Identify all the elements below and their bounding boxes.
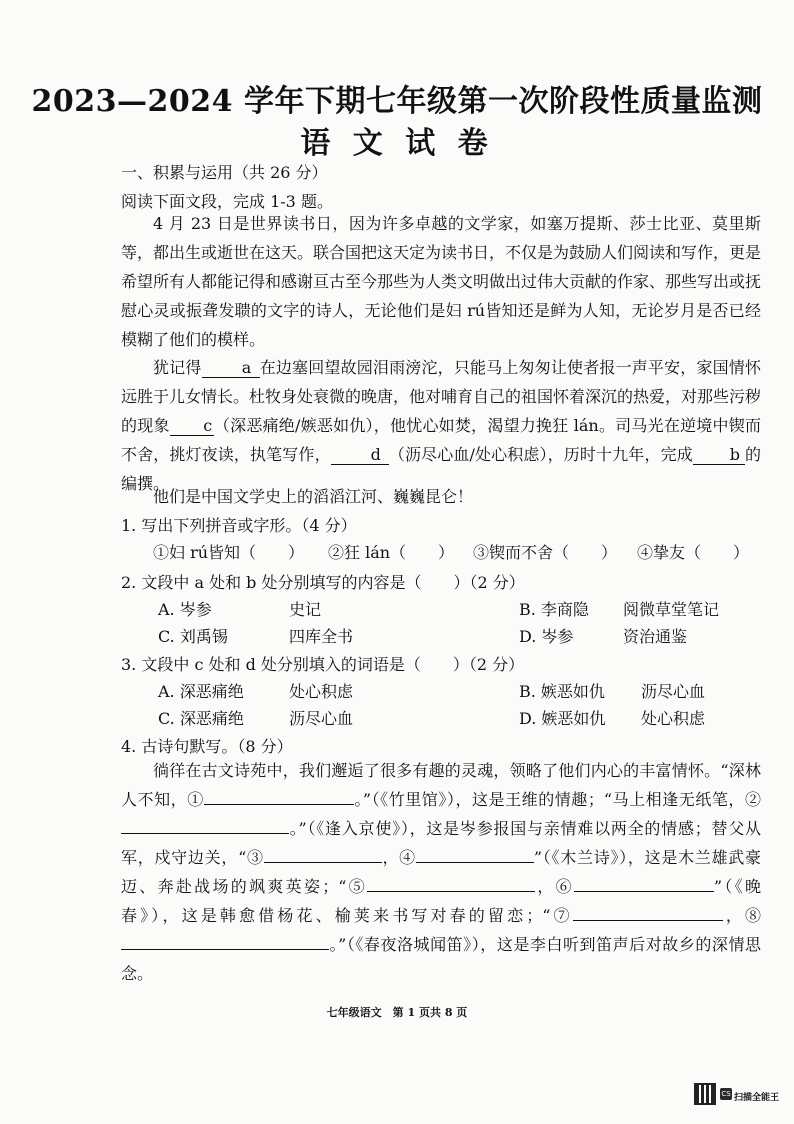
- question-1-stem: 1. 写出下列拼音或字形。（4 分）: [121, 516, 357, 535]
- q4-text: 徜徉在古文诗苑中，我们邂逅了很多有趣的灵魂，领略了他们内心的丰富情怀。“深林人不知，①: [121, 761, 761, 809]
- question-4-body: [121, 756, 761, 988]
- question-2-stem: 2. 文段中 a 处和 b 处分别填写的内容是（ ）（2 分）: [121, 573, 525, 592]
- q1-item: ④挚友（ ）: [637, 543, 750, 562]
- exam-subtitle: 语 文 试 卷: [300, 126, 494, 161]
- answer-blank-5[interactable]: [367, 891, 535, 892]
- passage-paragraph-1: 4 月 23 日是世界读书日，因为许多卓越的文学家，如塞万提斯、莎士比亚、莫里斯等，都出生或逝世在这天。联合国把这天定为读书日，不仅是为鼓励人们阅读和写作，更是希望所有人都能记得和感谢亘古至今那些为人类文明做出过伟大贡献的作家、那些写出或抚慰心灵或振聋发聩的文字的诗人，无论他们是妇 rú皆知还是鲜为人知，无论岁月是否已经模糊了他们的模样。: [121, 214, 762, 349]
- q4-text: ，④: [381, 848, 416, 867]
- q4-text: ”（《木兰诗》），这是木兰雄武豪迈、奔赴战场的飒爽英姿；“⑤: [121, 848, 761, 896]
- qr-code-icon: [694, 1083, 716, 1105]
- q3-option-value: 沥尽心血: [641, 682, 706, 701]
- answer-blank-7[interactable]: [573, 920, 723, 921]
- q4-text: 。”（《竹里馆》），这是王维的情趣；“马上相逢无纸笔，②: [353, 790, 761, 809]
- answer-blank-6[interactable]: [574, 891, 714, 892]
- blank-d: d: [331, 446, 389, 465]
- passage-paragraph-2: [121, 353, 761, 498]
- scanner-brand: 扫描全能王: [734, 1092, 780, 1103]
- passage-text: （沥尽心血/处心积虑），历时十九年，完成: [388, 445, 693, 464]
- q4-text: ，⑧: [722, 906, 761, 925]
- q4-text: 。”（《逢入京使》），这是岑参报国与亲情难以两全的情感；替父从军，戍守边关，“③: [121, 819, 761, 867]
- q1-item: ②狂 lán（ ）: [328, 543, 455, 562]
- passage-paragraph-3: 他们是中国文学史上的滔滔江河、巍巍昆仑！: [153, 487, 474, 506]
- passage-text: 在边塞回望故园泪雨滂沱，只能马上匆匆让使者报一声平安，家国情怀远胜于儿女情长。杜牧身处衰微的晚唐，他对哺育自己的祖国怀着深沉的热爱，对那些污秽的现象: [121, 358, 762, 435]
- answer-blank-2[interactable]: [121, 833, 289, 834]
- q2-option-value: 史记: [289, 600, 322, 619]
- q3-option-label: D. 嫉恶如仇: [519, 709, 606, 728]
- question-3-stem: 3. 文段中 c 处和 d 处分别填入的词语是（ ）（2 分）: [121, 655, 525, 674]
- q3-option-value: 沥尽心血: [289, 709, 354, 728]
- q4-text: ，⑥: [535, 877, 574, 896]
- q4-text: 。”（《春夜洛城闻笛》），这是李白听到笛声后对故乡的深情思念。: [121, 935, 761, 983]
- section-heading: 一、积累与运用（共 26 分）: [121, 163, 328, 182]
- page-footer: 七年级语文 第 1 页共 8 页: [326, 1006, 468, 1019]
- q2-option-label: B. 李商隐: [519, 600, 589, 619]
- scanner-watermark: [694, 1081, 784, 1107]
- q3-option-value: 处心积虑: [289, 682, 354, 701]
- q2-option-label: C. 刘禹锡: [158, 627, 228, 646]
- q3-option-label: A. 深恶痛绝: [158, 682, 244, 701]
- q3-option-label: C. 深恶痛绝: [158, 709, 244, 728]
- q3-option-value: 处心积虑: [641, 709, 706, 728]
- answer-blank-1[interactable]: [204, 804, 354, 805]
- camscanner-icon: CS: [721, 1090, 731, 1098]
- exam-title: 2023—2024 学年下期七年级第一次阶段性质量监测: [31, 84, 763, 119]
- answer-blank-4[interactable]: [416, 862, 534, 863]
- question-4-stem: 4. 古诗句默写。（8 分）: [121, 737, 293, 756]
- q2-option-label: D. 岑参: [519, 627, 574, 646]
- blank-a: a: [202, 359, 260, 378]
- section-instruction: 阅读下面文段，完成 1-3 题。: [121, 192, 333, 211]
- blank-b: b: [693, 446, 745, 465]
- q4-text: ”（《晚春》），这是韩愈借杨花、榆荚来书写对春的留恋；“⑦: [121, 877, 761, 925]
- passage-text: 的编撰。: [121, 445, 761, 493]
- answer-blank-3[interactable]: [264, 862, 382, 863]
- answer-blank-8[interactable]: [121, 949, 329, 950]
- passage-text: 犹记得: [153, 358, 202, 377]
- q3-option-label: B. 嫉恶如仇: [519, 682, 605, 701]
- q1-item: ③锲而不舍（ ）: [473, 543, 618, 562]
- q2-option-value: 四库全书: [289, 627, 354, 646]
- blank-c: c: [170, 417, 214, 436]
- q2-option-value: 资治通鉴: [623, 627, 688, 646]
- passage-text: （深恶痛绝/嫉恶如仇），他忧心如焚，渴望力挽狂 lán。司马光在逆境中锲而不舍，挑灯夜读，执笔写作，: [121, 416, 761, 464]
- scanner-logo: [720, 1085, 779, 1104]
- q2-option-label: A. 岑参: [158, 600, 212, 619]
- q2-option-value: 阅微草堂笔记: [623, 600, 720, 619]
- q1-item: ①妇 rú皆知（ ）: [153, 543, 305, 562]
